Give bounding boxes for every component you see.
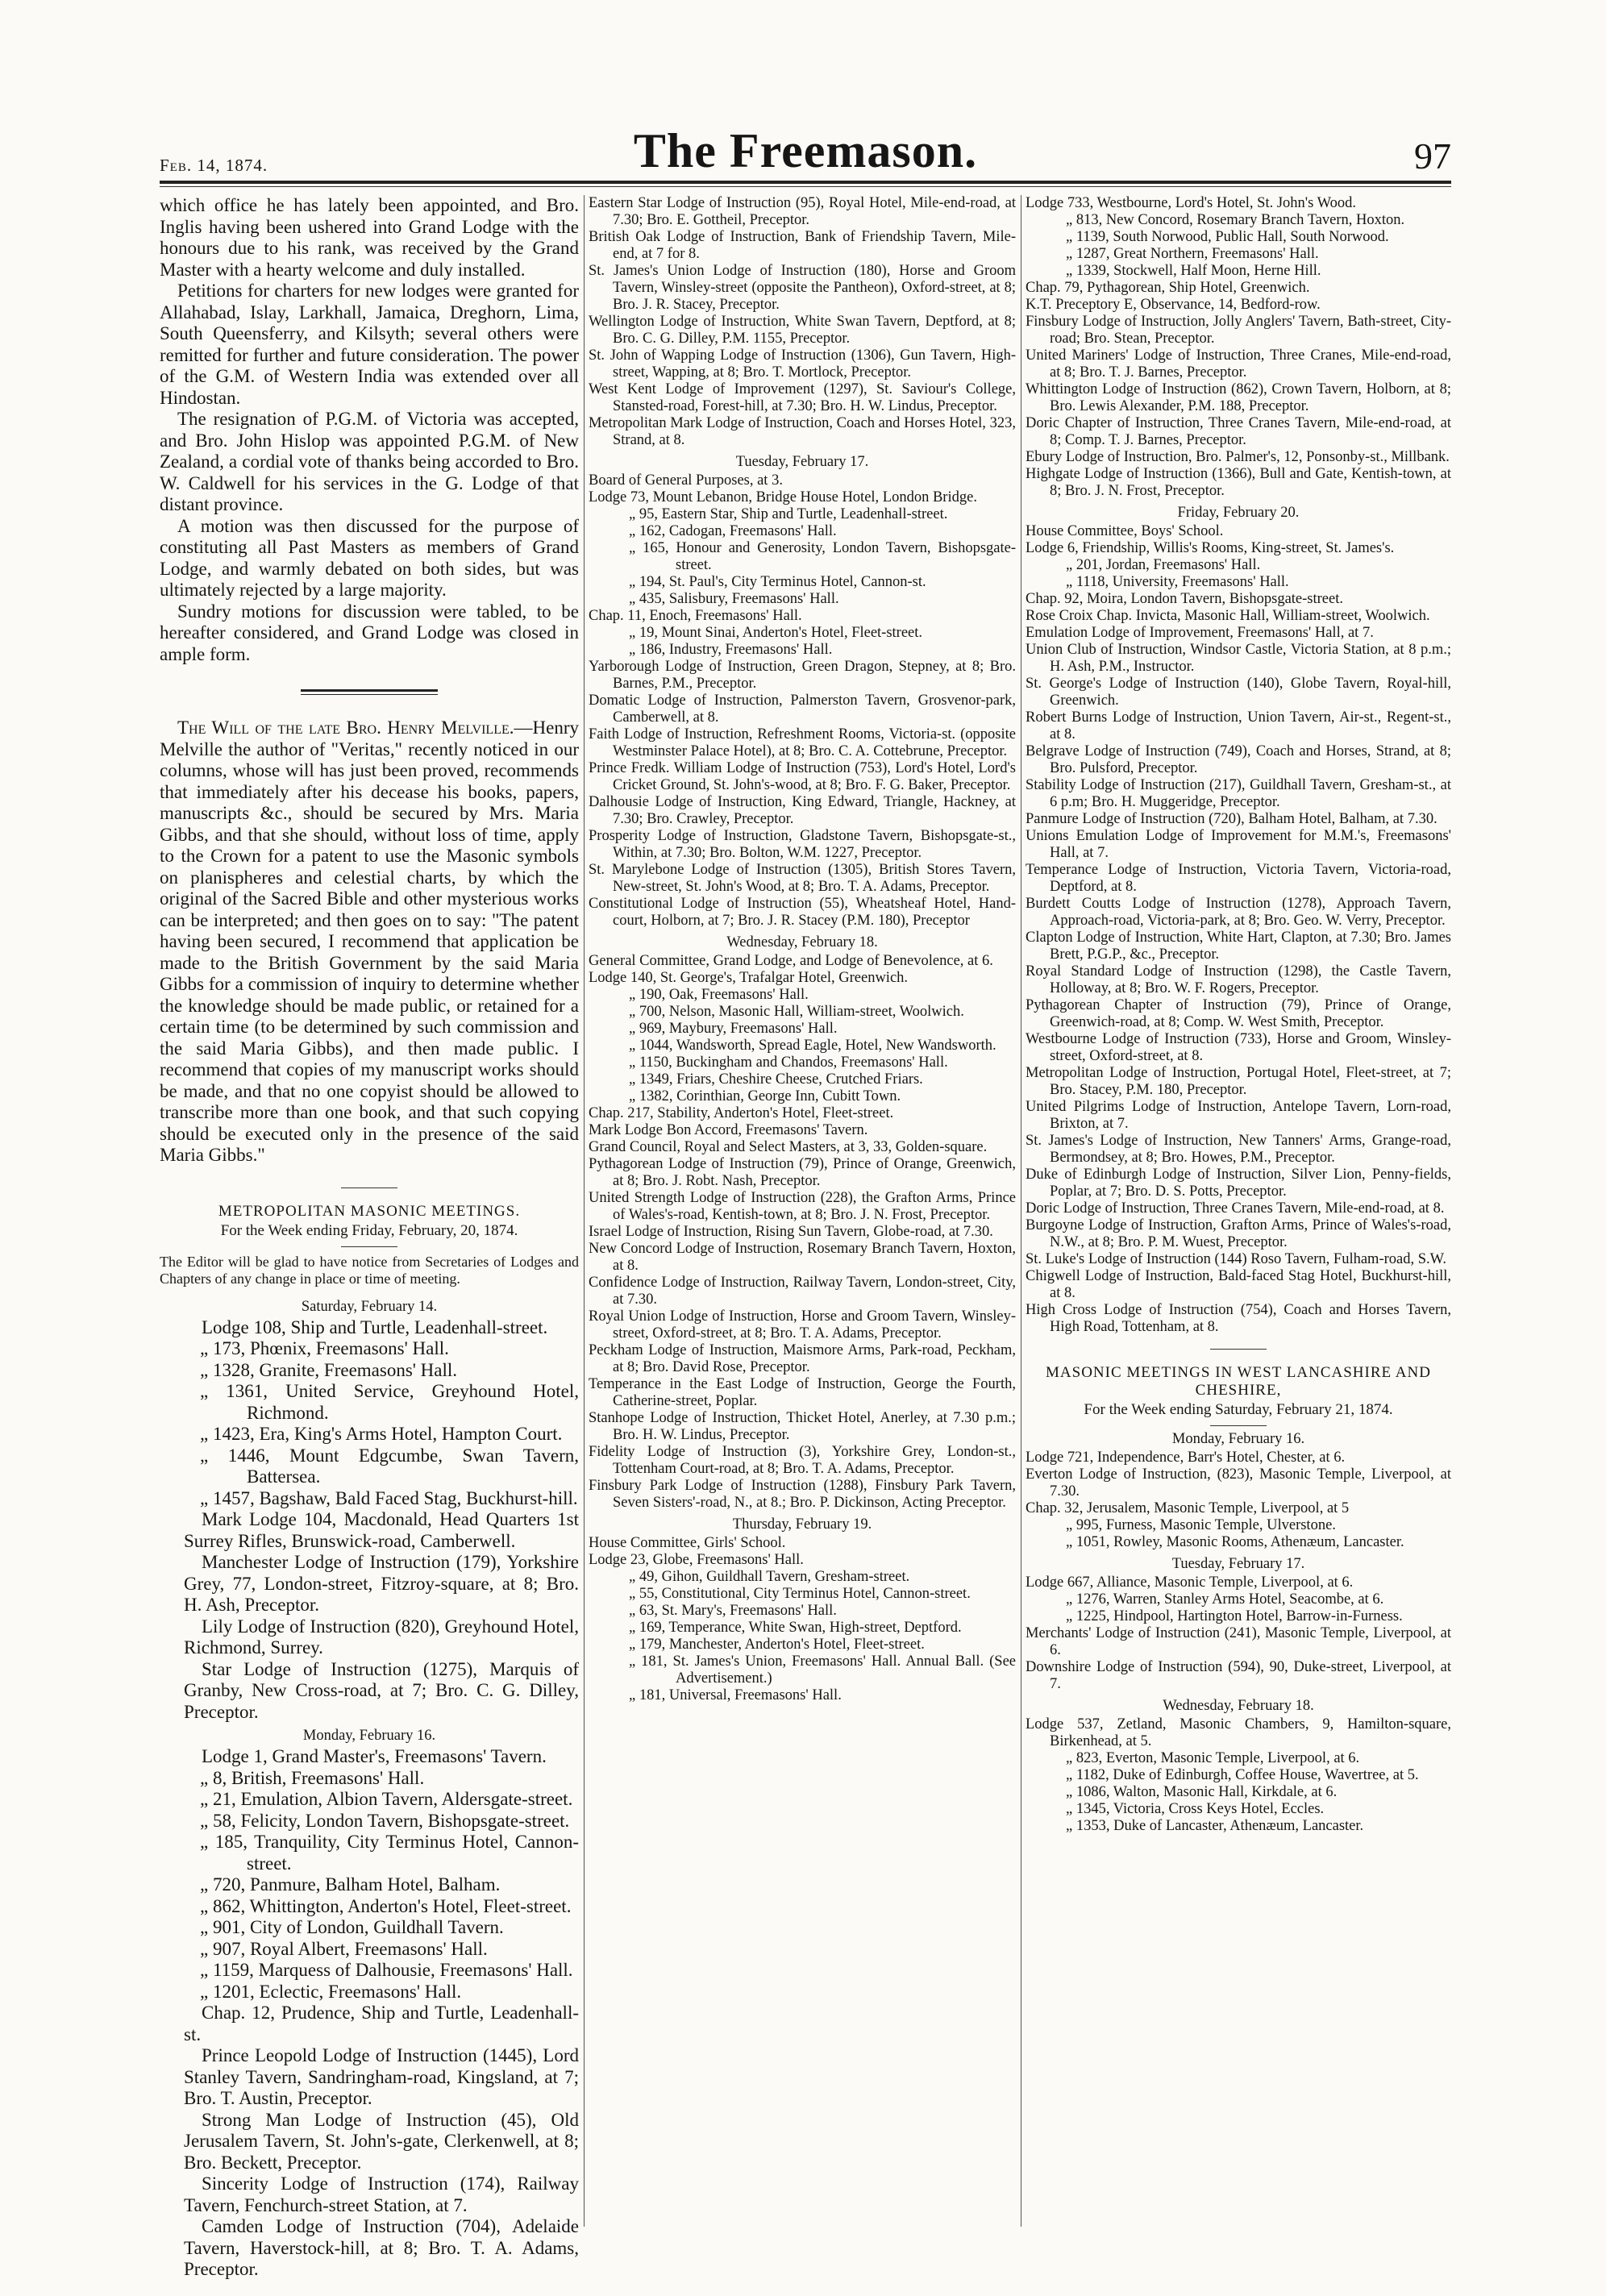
article-paragraph: The resignation of P.G.M. of Victoria was accepted, and Bro. John Hislop was appointed P.G.M. of New Zealand, a cordial vote of thanks being accorded to Bro. W. Caldwell for his services in the G. Lodge of that distant province. bbox=[160, 409, 579, 514]
meeting-entry: „ 1051, Rowley, Masonic Rooms, Athenæum, Lancaster. bbox=[1066, 1534, 1404, 1550]
meeting-entry: Star Lodge of Instruction (1275), Marquis of Granby, New Cross-road, at 7; Bro. C. G. Dilley, Preceptor. bbox=[184, 1658, 579, 1722]
meeting-entry: Lodge 721, Independence, Barr's Hotel, Chester, at 6. bbox=[1026, 1450, 1346, 1466]
lancs-meetings-title: MASONIC MEETINGS IN WEST LANCASHIRE AND CHESHIRE, bbox=[1046, 1364, 1431, 1399]
meeting-entry: K.T. Preceptory E, Observance, 14, Bedford-row. bbox=[1026, 297, 1321, 313]
meeting-entry: „ 165, Honour and Generosity, London Tavern, Bishopsgate-street. bbox=[629, 540, 1016, 573]
meeting-entry: United Strength Lodge of Instruction (228), the Grafton Arms, Prince of Wales's-road, Kentish-town, at 8; Bro. J. N. Frost, Preceptor. bbox=[589, 1190, 1016, 1223]
header-rule-thin bbox=[160, 186, 1451, 187]
issue-date: Feb. 14, 1874. bbox=[160, 156, 268, 175]
meeting-entry: „ 907, Royal Albert, Freemasons' Hall. bbox=[200, 1938, 488, 1959]
column-1 bbox=[160, 195, 579, 2279]
meeting-entry: Lily Lodge of Instruction (820), Greyhound Hotel, Richmond, Surrey. bbox=[184, 1616, 579, 1658]
meeting-entry: „ 194, St. Paul's, City Terminus Hotel, Cannon-st. bbox=[629, 574, 926, 590]
meeting-entry: Lodge 140, St. George's, Trafalgar Hotel, Greenwich. bbox=[589, 970, 909, 986]
meeting-entry: Wellington Lodge of Instruction, White Swan Tavern, Deptford, at 8; Bro. C. G. Dilley, P.M. 1155, Preceptor. bbox=[589, 314, 1016, 347]
meeting-entry: West Kent Lodge of Improvement (1297), St. Saviour's College, Stansted-road, Forest-hill, at 7.30; Bro. H. W. Lindus, Preceptor. bbox=[589, 381, 1016, 414]
meeting-entry: United Mariners' Lodge of Instruction, Three Cranes, Mile-end-road, at 8; Bro. T. J. Barnes, Preceptor. bbox=[1026, 347, 1451, 381]
day-heading: Wednesday, February 18. bbox=[1163, 1698, 1314, 1714]
meeting-entry: Yarborough Lodge of Instruction, Green Dragon, Stepney, at 8; Bro. Barnes, P.M., Preceptor. bbox=[589, 659, 1016, 692]
meeting-entry: Downshire Lodge of Instruction (594), 90, Duke-street, Liverpool, at 7. bbox=[1026, 1659, 1451, 1692]
meeting-entry: „ 995, Furness, Masonic Temple, Ulverstone. bbox=[1066, 1517, 1336, 1533]
meeting-entry: Eastern Star Lodge of Instruction (95), Royal Hotel, Mile-end-road, at 7.30; Bro. E. Gottheil, Preceptor. bbox=[589, 195, 1016, 228]
meeting-entry: Chap. 11, Enoch, Freemasons' Hall. bbox=[589, 608, 802, 624]
meeting-entry: „ 8, British, Freemasons' Hall. bbox=[200, 1767, 425, 1788]
will-article bbox=[160, 718, 579, 1167]
meeting-entry: Camden Lodge of Instruction (704), Adelaide Tavern, Haverstock-hill, at 8; Bro. T. A. Adams, Preceptor. bbox=[184, 2216, 579, 2279]
meeting-entry: Metropolitan Lodge of Instruction, Portugal Hotel, Fleet-street, at 7; Bro. Stacey, P.M. 180, Preceptor. bbox=[1026, 1065, 1451, 1098]
meeting-entry: Prince Fredk. William Lodge of Instruction (753), Lord's Hotel, Lord's Cricket Ground, St. John's-wood, at 8; Bro. F. G. Baker, Preceptor. bbox=[589, 760, 1016, 793]
meeting-entry: „ 1423, Era, King's Arms Hotel, Hampton Court. bbox=[200, 1424, 563, 1444]
meeting-entry: „ 1086, Walton, Masonic Hall, Kirkdale, at 6. bbox=[1066, 1784, 1338, 1800]
meeting-entry: Manchester Lodge of Instruction (179), Yorkshire Grey, 77, London-street, Fitzroy-square, at 8; Bro. H. Ash, Preceptor. bbox=[184, 1552, 579, 1615]
meeting-entry: „ 1044, Wandsworth, Spread Eagle, Hotel, New Wandsworth. bbox=[629, 1038, 996, 1054]
meeting-entry: New Concord Lodge of Instruction, Rosemary Branch Tavern, Hoxton, at 8. bbox=[589, 1241, 1016, 1274]
meeting-entry: „ 162, Cadogan, Freemasons' Hall. bbox=[629, 523, 837, 539]
meeting-entry: Metropolitan Mark Lodge of Instruction, Coach and Horses Hotel, 323, Strand, at 8. bbox=[589, 415, 1016, 448]
meeting-entry: Mark Lodge Bon Accord, Freemasons' Tavern. bbox=[589, 1122, 868, 1138]
meeting-entry: „ 1328, Granite, Freemasons' Hall. bbox=[200, 1359, 458, 1380]
meeting-entry: „ 95, Eastern Star, Ship and Turtle, Leadenhall-street. bbox=[629, 506, 948, 522]
meeting-entry: St. George's Lodge of Instruction (140), Globe Tavern, Royal-hill, Greenwich. bbox=[1026, 676, 1451, 709]
meeting-entry: „ 700, Nelson, Masonic Hall, William-street, Woolwich. bbox=[629, 1004, 964, 1020]
meeting-entry: Grand Council, Royal and Select Masters, at 3, 33, Golden-square. bbox=[589, 1139, 988, 1155]
meeting-entry: „ 862, Whittington, Anderton's Hotel, Fleet-street. bbox=[200, 1895, 572, 1916]
day-heading: Tuesday, February 17. bbox=[735, 454, 869, 470]
meeting-entry: Chigwell Lodge of Instruction, Bald-faced Stag Hotel, Buckhurst-hill, at 8. bbox=[1026, 1268, 1451, 1301]
meeting-entry: St. Luke's Lodge of Instruction (144) Roso Tavern, Fulham-road, S.W. bbox=[1026, 1251, 1447, 1267]
meeting-entry: Robert Burns Lodge of Instruction, Union Tavern, Air-st., Regent-st., at 8. bbox=[1026, 709, 1451, 742]
meeting-entry: Merchants' Lodge of Instruction (241), Masonic Temple, Liverpool, at 6. bbox=[1026, 1625, 1451, 1658]
meeting-list bbox=[589, 195, 1016, 449]
meeting-entry: Lodge 6, Friendship, Willis's Rooms, King-street, St. James's. bbox=[1026, 540, 1395, 556]
meeting-entry: Confidence Lodge of Instruction, Railway Tavern, London-street, City, at 7.30. bbox=[589, 1275, 1016, 1308]
meeting-list bbox=[589, 953, 1016, 1512]
meetings-title: METROPOLITAN MASONIC MEETINGS. bbox=[218, 1202, 521, 1220]
lancs-meetings-subtitle: For the Week ending Saturday, February 21, 1874. bbox=[1084, 1401, 1393, 1418]
meeting-entry: Royal Standard Lodge of Instruction (1298), the Castle Tavern, Holloway, at 8; Bro. W. F. Rogers, Preceptor. bbox=[1026, 963, 1451, 996]
meeting-entry: British Oak Lodge of Instruction, Bank of Friendship Tavern, Mile-end, at 7 for 8. bbox=[589, 229, 1016, 262]
article-paragraph: Sundry motions for discussion were tabled, to be hereafter considered, and Grand Lodge was closed in ample form. bbox=[160, 601, 579, 664]
meeting-entry: St. John of Wapping Lodge of Instruction (1306), Gun Tavern, High-street, Wapping, at 8; Bro. T. Mortlock, Preceptor. bbox=[589, 347, 1016, 381]
meeting-entry: Stanhope Lodge of Instruction, Thicket Hotel, Anerley, at 7.30 p.m.; Bro. H. W. Lindus, Preceptor. bbox=[589, 1410, 1016, 1443]
meeting-entry: „ 181, Universal, Freemasons' Hall. bbox=[629, 1687, 842, 1703]
meeting-entry: Chap. 92, Moira, London Tavern, Bishopsgate-street. bbox=[1026, 591, 1343, 607]
meeting-entry: „ 1225, Hindpool, Hartington Hotel, Barrow-in-Furness. bbox=[1066, 1608, 1403, 1624]
meeting-entry: „ 1446, Mount Edgcumbe, Swan Tavern, Battersea. bbox=[200, 1445, 579, 1487]
meetings-subtitle: For the Week ending Friday, February, 20, 1874. bbox=[220, 1221, 518, 1239]
meeting-entry: Doric Lodge of Instruction, Three Cranes Tavern, Mile-end-road, at 8. bbox=[1026, 1200, 1445, 1217]
meeting-entry: „ 1382, Corinthian, George Inn, Cubitt Town. bbox=[629, 1088, 901, 1104]
article-paragraph: A motion was then discussed for the purpose of constituting all Past Masters as members of Grand Lodge, and warmly debated on both sides, but was ultimately rejected by a large majority. bbox=[160, 515, 579, 600]
meeting-entry: „ 969, Maybury, Freemasons' Hall. bbox=[629, 1021, 838, 1037]
section-rule bbox=[341, 1246, 397, 1247]
meeting-entry: „ 435, Salisbury, Freemasons' Hall. bbox=[629, 591, 839, 607]
meeting-entry: Sincerity Lodge of Instruction (174), Railway Tavern, Fenchurch-street Station, at 7. bbox=[184, 2173, 579, 2215]
day-heading: Tuesday, February 17. bbox=[1171, 1556, 1305, 1572]
meeting-entry: Lodge 108, Ship and Turtle, Leadenhall-street. bbox=[202, 1316, 548, 1337]
meeting-entry: „ 173, Phœnix, Freemasons' Hall. bbox=[200, 1338, 449, 1358]
meeting-entry: Lodge 1, Grand Master's, Freemasons' Tavern. bbox=[202, 1746, 547, 1766]
meeting-entry: „ 190, Oak, Freemasons' Hall. bbox=[629, 987, 809, 1003]
meeting-entry: St. James's Union Lodge of Instruction (180), Horse and Groom Tavern, Winsley-street (opposite the Pantheon), Oxford-street, at 8; Bro. J. R. Stacey, Preceptor. bbox=[589, 263, 1016, 313]
meeting-entry: „ 63, St. Mary's, Freemasons' Hall. bbox=[629, 1603, 837, 1619]
meeting-entry: Lodge 73, Mount Lebanon, Bridge House Hotel, London Bridge. bbox=[589, 489, 977, 505]
meeting-entry: United Pilgrims Lodge of Instruction, Antelope Tavern, Lorn-road, Brixton, at 7. bbox=[1026, 1099, 1451, 1132]
meeting-entry: Burgoyne Lodge of Instruction, Grafton Arms, Prince of Wales's-road, N.W., at 8; Bro. P. M. Wuest, Preceptor. bbox=[1026, 1217, 1451, 1250]
meeting-entry: Prince Leopold Lodge of Instruction (1445), Lord Stanley Tavern, Sandringham-road, Kingsland, at 7; Bro. T. Austin, Preceptor. bbox=[184, 2045, 579, 2108]
meeting-entry: „ 49, Gihon, Guildhall Tavern, Gresham-street. bbox=[629, 1569, 910, 1585]
meeting-entry: „ 1345, Victoria, Cross Keys Hotel, Eccles. bbox=[1066, 1801, 1325, 1817]
meeting-entry: Israel Lodge of Instruction, Rising Sun Tavern, Globe-road, at 7.30. bbox=[589, 1224, 993, 1240]
meeting-entry: Peckham Lodge of Instruction, Maismore Arms, Park-road, Peckham, at 8; Bro. David Rose, Preceptor. bbox=[589, 1342, 1016, 1375]
article-paragraph: Petitions for charters for new lodges were granted for Allahabad, Islay, Larkhall, Jamaica, Dreghorn, Lima, South Queensferry, and Kilsyth; several others were remitted for further and future consideration. The power of the G.M. of Western India was extended over all Hindostan. bbox=[160, 281, 579, 408]
meeting-entry: Board of General Purposes, at 3. bbox=[589, 472, 783, 489]
meeting-entry: Burdett Coutts Lodge of Instruction (1278), Approach Tavern, Approach-road, Victoria-park, at 8; Bro. Geo. W. Verry, Preceptor. bbox=[1026, 896, 1451, 929]
meeting-entry: „ 813, New Concord, Rosemary Branch Tavern, Hoxton. bbox=[1066, 212, 1405, 228]
meeting-entry: Clapton Lodge of Instruction, White Hart, Clapton, at 7.30; Bro. James Brett, P.G.P., &c., Preceptor. bbox=[1026, 930, 1451, 963]
meeting-entry: „ 181, St. James's Union, Freemasons' Hall. Annual Ball. (See Advertisement.) bbox=[629, 1653, 1016, 1687]
meeting-entry: „ 1139, South Norwood, Public Hall, South Norwood. bbox=[1066, 229, 1389, 245]
meeting-entry: Ebury Lodge of Instruction, Bro. Palmer's, 12, Ponsonby-st., Millbank. bbox=[1026, 449, 1450, 465]
meeting-entry: Lodge 23, Globe, Freemasons' Hall. bbox=[589, 1552, 804, 1568]
meeting-entry: Stability Lodge of Instruction (217), Guildhall Tavern, Gresham-st., at 6 p.m; Bro. H. Muggeridge, Preceptor. bbox=[1026, 777, 1451, 810]
editor-note: The Editor will be glad to have notice from Secretaries of Lodges and Chapters of any change in place or time of meeting. bbox=[160, 1253, 579, 1287]
will-heading: The Will of the late Bro. Henry Melville. bbox=[177, 718, 514, 738]
meeting-entry: Constitutional Lodge of Instruction (55), Wheatsheaf Hotel, Hand-court, Holborn, at 7; Bro. J. R. Stacey (P.M. 180), Preceptor bbox=[589, 896, 1016, 929]
meeting-entry: St. James's Lodge of Instruction, New Tanners' Arms, Grange-road, Bermondsey, at 8; Bro. Howes, P.M., Preceptor. bbox=[1026, 1133, 1451, 1166]
meeting-entry: „ 201, Jordan, Freemasons' Hall. bbox=[1066, 557, 1261, 573]
meeting-entry: „ 823, Everton, Masonic Temple, Liverpool, at 6. bbox=[1066, 1750, 1360, 1766]
meeting-entry: „ 1287, Great Northern, Freemasons' Hall. bbox=[1066, 246, 1319, 262]
meeting-entry: Royal Union Lodge of Instruction, Horse and Groom Tavern, Winsley-street, Oxford-street, at 8; Bro. T. A. Adams, Preceptor. bbox=[589, 1308, 1016, 1341]
day-heading: Friday, February 20. bbox=[1177, 505, 1300, 521]
day-heading: Monday, February 16. bbox=[1171, 1431, 1305, 1447]
meeting-entry: Chap. 12, Prudence, Ship and Turtle, Leadenhall-st. bbox=[184, 2003, 579, 2044]
meeting-entry: Dalhousie Lodge of Instruction, King Edward, Triangle, Hackney, at 7.30; Bro. Crawley, Preceptor. bbox=[589, 794, 1016, 827]
meeting-list bbox=[1026, 1574, 1451, 1693]
meeting-list bbox=[589, 472, 1016, 930]
meeting-entry: Pythagorean Chapter of Instruction (79), Prince of Orange, Greenwich-road, at 8; Comp. W. West Smith, Preceptor. bbox=[1026, 997, 1451, 1030]
meeting-entry: Temperance Lodge of Instruction, Victoria Tavern, Victoria-road, Deptford, at 8. bbox=[1026, 862, 1451, 895]
meeting-entry: St. Marylebone Lodge of Instruction (1305), British Stores Tavern, New-street, St. John's Wood, at 8; Bro. T. A. Adams, Preceptor. bbox=[589, 862, 1016, 895]
section-rule bbox=[1210, 1349, 1267, 1350]
meeting-entry: „ 1182, Duke of Edinburgh, Coffee House, Wavertree, at 5. bbox=[1066, 1767, 1419, 1783]
meeting-entry: „ 720, Panmure, Balham Hotel, Balham. bbox=[200, 1874, 501, 1895]
meeting-entry: Unions Emulation Lodge of Improvement for M.M.'s, Freemasons' Hall, at 7. bbox=[1026, 828, 1451, 861]
meeting-entry: „ 186, Industry, Freemasons' Hall. bbox=[629, 642, 833, 658]
meeting-entry: „ 1118, University, Freemasons' Hall. bbox=[1066, 574, 1289, 590]
meeting-entry: Prosperity Lodge of Instruction, Gladstone Tavern, Bishopsgate-st., Within, at 7.30; Bro. Bolton, W.M. 1227, Preceptor. bbox=[589, 828, 1016, 861]
column-3 bbox=[1026, 195, 1451, 2259]
column-divider bbox=[584, 195, 585, 2227]
meeting-list bbox=[1026, 523, 1451, 1336]
meeting-entry: Chap. 79, Pythagorean, Ship Hotel, Greenwich. bbox=[1026, 280, 1310, 296]
meeting-list bbox=[1026, 195, 1451, 500]
header-rule bbox=[160, 181, 1451, 184]
section-rule bbox=[1210, 1425, 1267, 1426]
meeting-entry: Fidelity Lodge of Instruction (3), Yorkshire Grey, London-st., Tottenham Court-road, at 8; Bro. T. A. Adams, Preceptor. bbox=[589, 1444, 1016, 1477]
page-number: 97 bbox=[1414, 135, 1451, 177]
meeting-entry: „ 185, Tranquility, City Terminus Hotel, Cannon-street. bbox=[200, 1832, 579, 1874]
meeting-entry: „ 1349, Friars, Cheshire Cheese, Crutched Friars. bbox=[629, 1071, 923, 1088]
meeting-entry: Emulation Lodge of Improvement, Freemasons' Hall, at 7. bbox=[1026, 625, 1374, 641]
section-rule bbox=[301, 689, 438, 695]
day-heading: Monday, February 16. bbox=[302, 1728, 436, 1744]
meeting-entry: Highgate Lodge of Instruction (1366), Bull and Gate, Kentish-town, at 8; Bro. J. N. Frost, Preceptor. bbox=[1026, 466, 1451, 499]
meeting-entry: „ 1361, United Service, Greyhound Hotel, Richmond. bbox=[200, 1381, 579, 1423]
meeting-entry: „ 179, Manchester, Anderton's Hotel, Fleet-street. bbox=[629, 1637, 925, 1653]
meeting-entry: General Committee, Grand Lodge, and Lodge of Benevolence, at 6. bbox=[589, 953, 993, 969]
meeting-entry: House Committee, Boys' School. bbox=[1026, 523, 1224, 539]
meeting-entry: Temperance in the East Lodge of Instruction, George the Fourth, Catherine-street, Poplar. bbox=[589, 1376, 1016, 1409]
meeting-entry: „ 1353, Duke of Lancaster, Athenæum, Lancaster. bbox=[1066, 1818, 1364, 1834]
meeting-entry: „ 1457, Bagshaw, Bald Faced Stag, Buckhurst-hill. bbox=[200, 1487, 578, 1508]
meeting-entry: Mark Lodge 104, Macdonald, Head Quarters 1st Surrey Rifles, Brunswick-road, Camberwell. bbox=[184, 1509, 579, 1551]
article-paragraph: which office he has lately been appointed, and Bro. Inglis having been ushered into Grand Lodge with the honours due to his rank, was received by the Grand Master with a hearty welcome and duly installed. bbox=[160, 195, 579, 280]
meeting-list bbox=[160, 1746, 579, 2281]
meeting-entry: Doric Chapter of Instruction, Three Cranes Tavern, Mile-end-road, at 8; Comp. T. J. Barnes, Preceptor. bbox=[1026, 415, 1451, 448]
column-2 bbox=[589, 195, 1016, 2259]
meeting-entry: House Committee, Girls' School. bbox=[589, 1535, 786, 1551]
meeting-list bbox=[1026, 1450, 1451, 1551]
meeting-entry: Duke of Edinburgh Lodge of Instruction, Silver Lion, Penny-fields, Poplar, at 7; Bro. D. S. Potts, Preceptor. bbox=[1026, 1167, 1451, 1200]
meeting-entry: „ 1150, Buckingham and Chandos, Freemasons' Hall. bbox=[629, 1054, 948, 1071]
meeting-entry: „ 1339, Stockwell, Half Moon, Herne Hill. bbox=[1066, 263, 1321, 279]
day-heading: Thursday, February 19. bbox=[732, 1516, 872, 1533]
meeting-entry: Belgrave Lodge of Instruction (749), Coach and Horses, Strand, at 8; Bro. Pulsford, Preceptor. bbox=[1026, 743, 1451, 776]
meeting-entry: „ 19, Mount Sinai, Anderton's Hotel, Fleet-street. bbox=[629, 625, 923, 641]
meeting-entry: Panmure Lodge of Instruction (720), Balham Hotel, Balham, at 7.30. bbox=[1026, 811, 1437, 827]
meeting-entry: „ 58, Felicity, London Tavern, Bishopsgate-street. bbox=[200, 1810, 570, 1831]
meeting-entry: Lodge 667, Alliance, Masonic Temple, Liverpool, at 6. bbox=[1026, 1574, 1354, 1591]
meeting-entry: Lodge 733, Westbourne, Lord's Hotel, St. John's Wood. bbox=[1026, 195, 1356, 211]
masthead bbox=[160, 121, 1451, 179]
meeting-entry: Whittington Lodge of Instruction (862), Crown Tavern, Holborn, at 8; Bro. Lewis Alexander, P.M. 188, Preceptor. bbox=[1026, 381, 1451, 414]
meeting-entry: Lodge 537, Zetland, Masonic Chambers, 9, Hamilton-square, Birkenhead, at 5. bbox=[1026, 1716, 1451, 1749]
newspaper-title: The Freemason. bbox=[633, 124, 978, 177]
day-heading: Saturday, February 14. bbox=[301, 1298, 438, 1315]
meeting-entry: Faith Lodge of Instruction, Refreshment Rooms, Victoria-st. (opposite Westminster Palace Hotel), at 8; Bro. C. A. Cottebrune, Preceptor. bbox=[589, 726, 1016, 759]
meeting-entry: Domatic Lodge of Instruction, Palmerston Tavern, Grosvenor-park, Camberwell, at 8. bbox=[589, 693, 1016, 726]
meeting-entry: Chap. 217, Stability, Anderton's Hotel, Fleet-street. bbox=[589, 1105, 894, 1121]
meeting-entry: High Cross Lodge of Instruction (754), Coach and Horses Tavern, High Road, Tottenham, at 8. bbox=[1026, 1302, 1451, 1335]
meeting-entry: Strong Man Lodge of Instruction (45), Old Jerusalem Tavern, St. John's-gate, Clerkenwell, at 8; Bro. Beckett, Preceptor. bbox=[184, 2109, 579, 2173]
meeting-entry: „ 1159, Marquess of Dalhousie, Freemasons' Hall. bbox=[200, 1960, 573, 1980]
meeting-entry: Finsbury Park Lodge of Instruction (1288), Finsbury Park Tavern, Seven Sisters'-road, N., at 8.; Bro. P. Dickinson, Acting Preceptor. bbox=[589, 1478, 1016, 1511]
meeting-entry: „ 55, Constitutional, City Terminus Hotel, Cannon-street. bbox=[629, 1586, 971, 1602]
meeting-entry: Rose Croix Chap. Invicta, Masonic Hall, William-street, Woolwich. bbox=[1026, 608, 1430, 624]
meeting-entry: Westbourne Lodge of Instruction (733), Horse and Groom, Winsley-street, Oxford-street, at 8. bbox=[1026, 1031, 1451, 1064]
meeting-entry: „ 1276, Warren, Stanley Arms Hotel, Seacombe, at 6. bbox=[1066, 1591, 1384, 1608]
meeting-entry: Chap. 32, Jerusalem, Masonic Temple, Liverpool, at 5 bbox=[1026, 1500, 1350, 1516]
meeting-list bbox=[160, 1317, 579, 1724]
meeting-entry: „ 21, Emulation, Albion Tavern, Aldersgate-street. bbox=[200, 1789, 573, 1809]
day-heading: Wednesday, February 18. bbox=[726, 934, 878, 950]
meeting-entry: „ 169, Temperance, White Swan, High-street, Deptford. bbox=[629, 1620, 962, 1636]
meeting-list bbox=[1026, 1716, 1451, 1835]
meeting-entry: Finsbury Lodge of Instruction, Jolly Anglers' Tavern, Bath-street, City-road; Bro. Stean, Preceptor. bbox=[1026, 314, 1451, 347]
meeting-entry: „ 901, City of London, Guildhall Tavern. bbox=[200, 1917, 504, 1937]
meeting-entry: „ 1201, Eclectic, Freemasons' Hall. bbox=[200, 1981, 462, 2002]
meeting-entry: Union Club of Instruction, Windsor Castle, Victoria Station, at 8 p.m.; H. Ash, P.M., Instructor. bbox=[1026, 642, 1451, 675]
meeting-entry: Everton Lodge of Instruction, (823), Masonic Temple, Liverpool, at 7.30. bbox=[1026, 1466, 1451, 1499]
meeting-entry: Pythagorean Lodge of Instruction (79), Prince of Orange, Greenwich, at 8; Bro. J. Robt. Nash, Preceptor. bbox=[589, 1156, 1016, 1189]
meeting-list bbox=[589, 1535, 1016, 1704]
will-text: —Henry Melville the author of "Veritas," recently noticed in our columns, whose will has just been proved, recommends that immediately after his decease his books, papers, manuscripts &c., should be secured by Mrs. Maria Gibbs, and that she should, without loss of time, apply to the Crown for a patent to use the Masonic symbols on planispheres and celestial charts, by which the original of the Sacred Bible and other mysterious works can be interpreted; and then goes on to say: "The patent having been secured, I recommend that application be made to the British Government by the said Maria Gibbs for a commission of inquiry to determine whether the knowledge should be made public, or retained for a certain time (to be determined by such commission and the said Maria Gibbs), and then made public. I recommend that copies of my manuscript works should be made, and that no one copyist should be allowed to transcribe more than one book, and that such copying should be executed only in the presence of the said Maria Gibbs." bbox=[160, 718, 579, 1165]
